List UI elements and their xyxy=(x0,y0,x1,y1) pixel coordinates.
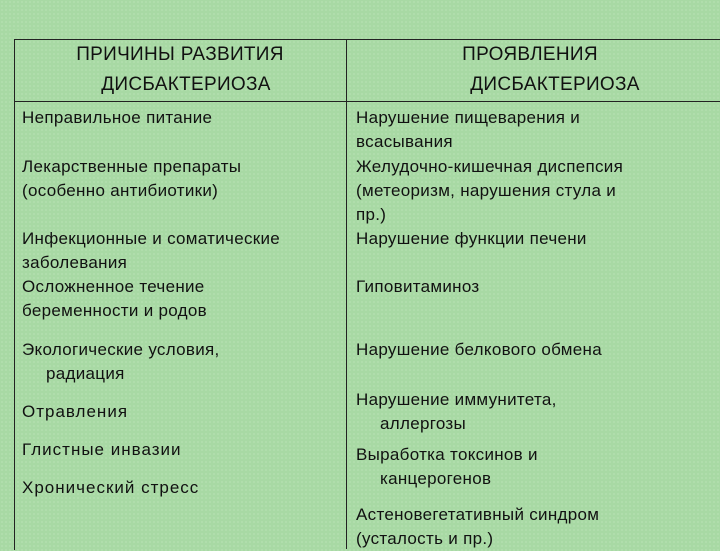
column-divider xyxy=(346,39,347,549)
manifestation-item xyxy=(356,388,557,436)
cause-line: Экологические условия, xyxy=(22,340,220,359)
manifestation-line: Нарушение функции печени xyxy=(356,229,587,248)
manifestation-line: всасывания xyxy=(356,132,453,151)
manifestation-line: Нарушение белкового обмена xyxy=(356,340,602,359)
cause-item xyxy=(22,438,182,462)
header-manifestations-line-1: ПРОЯВЛЕНИЯ xyxy=(462,44,598,65)
manifestation-line: Астеновегетативный синдром xyxy=(356,505,600,524)
manifestation-item xyxy=(356,106,580,154)
manifestation-line: (метеоризм, нарушения стула и xyxy=(356,181,617,200)
header-manifestations xyxy=(400,40,680,100)
manifestation-item xyxy=(356,155,623,227)
manifestation-item xyxy=(356,227,587,251)
cause-line: беременности и родов xyxy=(22,301,207,320)
manifestation-item xyxy=(356,338,602,362)
manifestation-line: Гиповитаминоз xyxy=(356,277,480,296)
manifestation-line: Желудочно-кишечная диспепсия xyxy=(356,157,624,176)
manifestation-line: пр.) xyxy=(356,205,387,224)
header-causes xyxy=(40,40,320,100)
header-causes-line-1: ПРИЧИНЫ РАЗВИТИЯ xyxy=(76,44,284,65)
cause-item xyxy=(22,106,212,130)
cause-item xyxy=(22,338,220,386)
manifestation-line: канцерогенов xyxy=(380,469,492,488)
cause-line: заболевания xyxy=(22,253,128,272)
header-divider xyxy=(14,101,720,102)
cause-line: Глистные инвазии xyxy=(22,440,182,459)
cause-line: Неправильное питание xyxy=(22,108,213,127)
header-causes-line-2: ДИСБАКТЕРИОЗА xyxy=(101,74,271,95)
manifestation-line: Нарушение пищеварения и xyxy=(356,108,581,127)
cause-item xyxy=(22,476,199,500)
cause-item xyxy=(22,155,241,203)
cause-line: Осложненное течение xyxy=(22,277,205,296)
cause-line: Отравления xyxy=(22,402,129,421)
manifestation-line: Нарушение иммунитета, xyxy=(356,390,557,409)
manifestation-line: (усталость и пр.) xyxy=(356,529,494,548)
cause-line: Лекарственные препараты xyxy=(22,157,242,176)
manifestation-line: Выработка токсинов и xyxy=(356,445,538,464)
manifestation-item xyxy=(356,275,480,299)
cause-line: (особенно антибиотики) xyxy=(22,181,219,200)
manifestation-item xyxy=(356,503,599,551)
cause-line: Инфекционные и соматические xyxy=(22,229,281,248)
cause-item xyxy=(22,275,207,323)
cause-line: радиация xyxy=(46,364,125,383)
header-manifestations-line-2: ДИСБАКТЕРИОЗА xyxy=(470,74,640,95)
cause-item xyxy=(22,227,280,275)
manifestation-line: аллергозы xyxy=(380,414,467,433)
cause-item xyxy=(22,400,128,424)
manifestation-item xyxy=(356,443,538,491)
cause-line: Хронический стресс xyxy=(22,478,200,497)
